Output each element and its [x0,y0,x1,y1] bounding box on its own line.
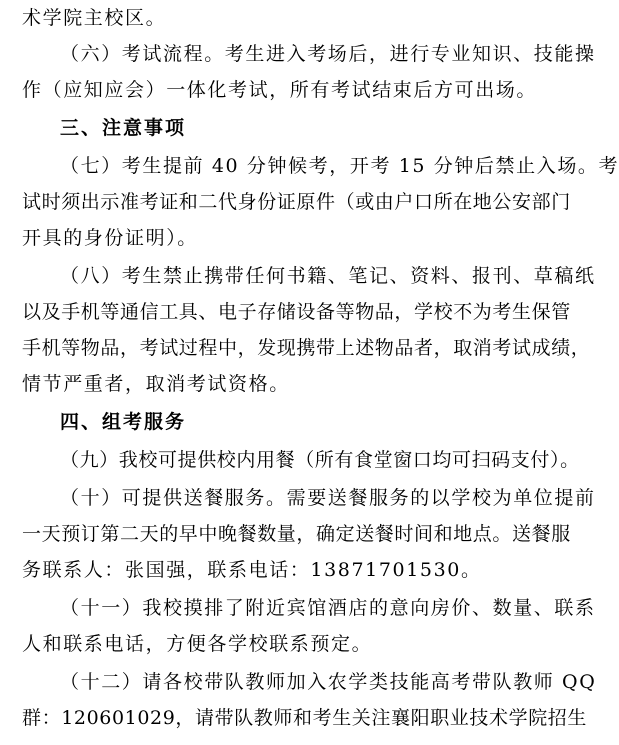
text-line: 手机等物品，考试过程中，发现携带上述物品者，取消考试成绩， [22,337,591,359]
text-line: 试时须出示准考证和二代身份证原件（或由户口所在地公安部门 [22,191,571,213]
text-line: 一天预订第二天的早中晚餐数量，确定送餐时间和地点。送餐服 [22,523,571,545]
paragraph-start: （十）可提供送餐服务。需要送餐服务的以学校为单位提前 [60,487,596,509]
paragraph-start: （八）考生禁止携带任何书籍、笔记、资料、报刊、草稿纸 [60,265,596,287]
text-line: 术学院主校区。 [22,7,167,29]
text-line: 务联系人：张国强，联系电话：13871701530。 [22,559,482,581]
text-line: 人和联系电话，方便各学校联系预定。 [22,633,373,655]
paragraph-start: （十二）请各校带队教师加入农学类技能高考带队教师 QQ [60,671,597,693]
paragraph-start: （九）我校可提供校内用餐（所有食堂窗口均可扫码支付）。 [60,449,580,471]
text-line: 群：120601029，请带队教师和考生关注襄阳职业技术学院招生 [22,707,587,729]
text-line: 情节严重者，取消考试资格。 [22,373,290,395]
paragraph-start: （十一）我校摸排了附近宾馆酒店的意向房价、数量、联系 [60,597,596,619]
text-line: 开具的身份证明）。 [22,227,198,249]
paragraph-start: （六）考试流程。考生进入考场后，进行专业知识、技能操 [60,43,596,65]
text-line: 作（应知应会）一体化考试，所有考试结束后方可出场。 [22,79,538,101]
text-line: 以及手机等通信工具、电子存储设备等物品，学校不为考生保管 [22,301,571,323]
paragraph-start: （七）考生提前 40 分钟候考，开考 15 分钟后禁止入场。考 [60,155,619,177]
section-heading: 四、组考服务 [60,411,187,433]
section-heading: 三、注意事项 [60,117,187,139]
